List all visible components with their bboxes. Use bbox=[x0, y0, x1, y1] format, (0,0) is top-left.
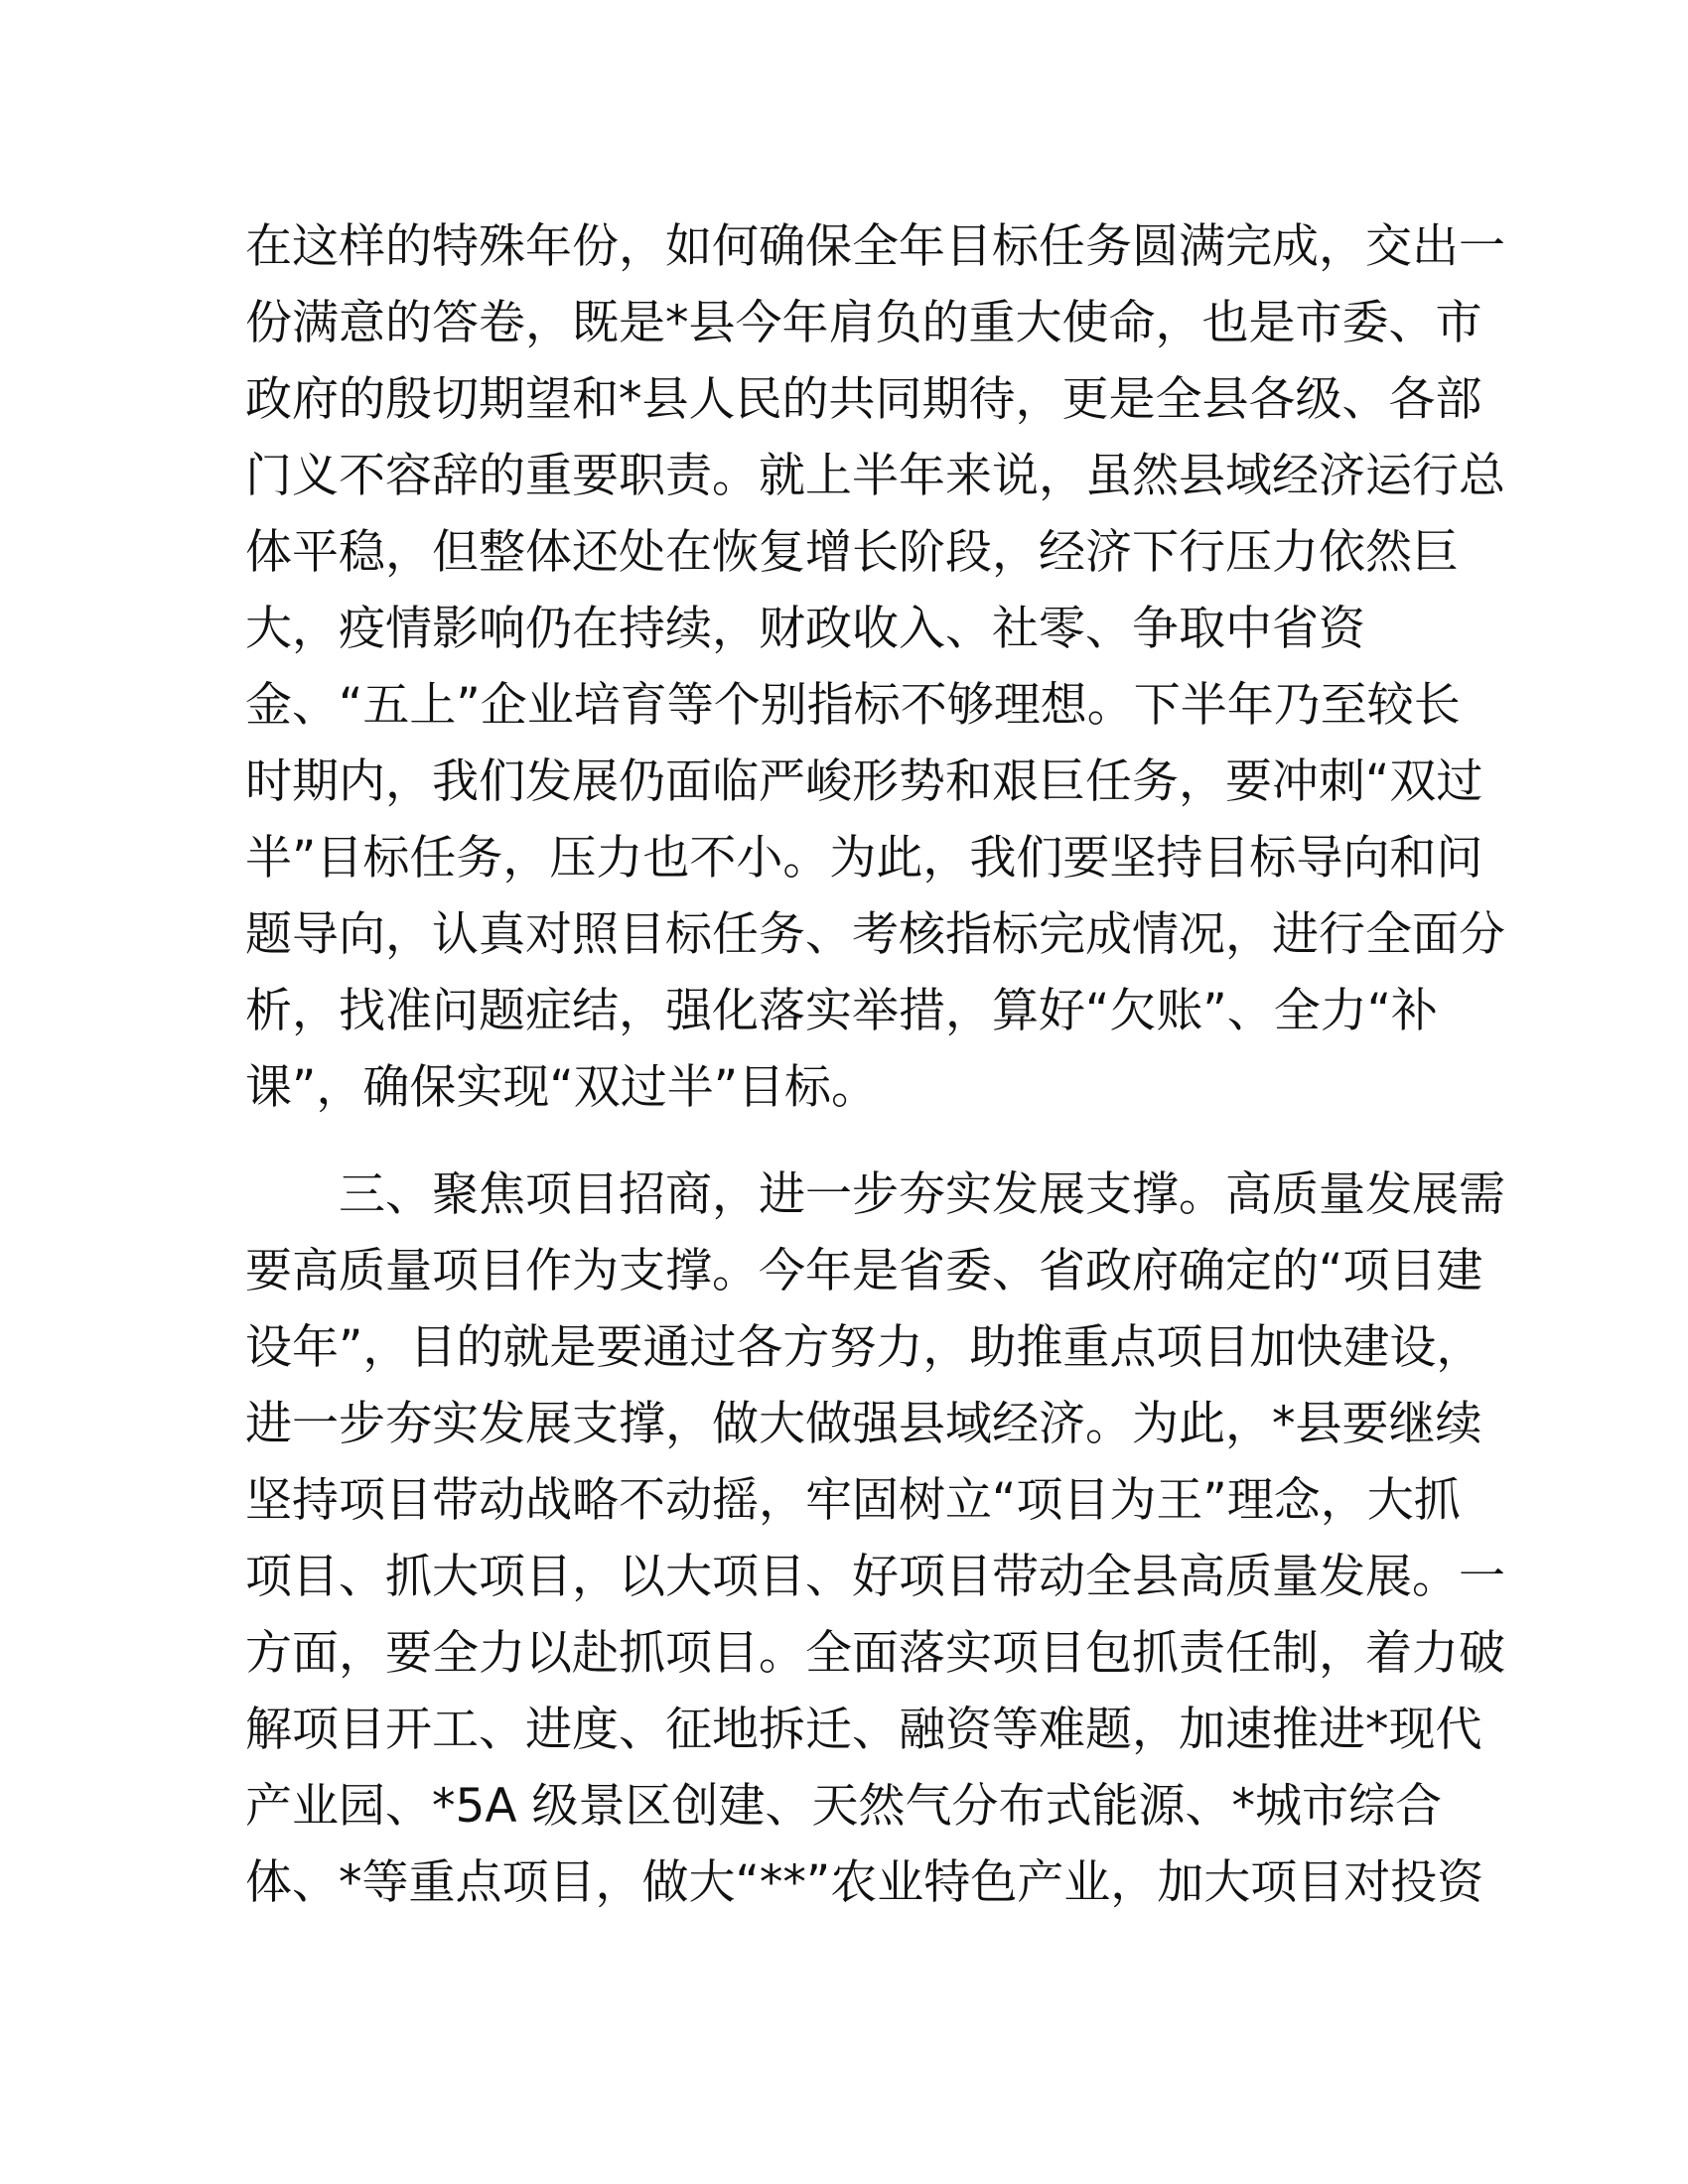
paragraph-line: 解项目开工、进度、征地拆迁、融资等难题，加速推进*现代 bbox=[245, 1703, 1482, 1757]
paragraph-line: 要高质量项目作为支撑。今年是省委、省政府确定的“项目建 bbox=[245, 1244, 1483, 1298]
paragraph-line: 进一步夯实发展支撑，做大做强县域经济。为此，*县要继续 bbox=[245, 1397, 1482, 1451]
paragraph-2 bbox=[245, 1157, 1505, 1921]
paragraph-line: 三、聚焦项目招商，进一步夯实发展支撑。高质量发展需 bbox=[245, 1167, 1505, 1222]
paragraph-line: 在这样的特殊年份，如何确保全年目标任务圆满完成，交出一 bbox=[245, 219, 1505, 274]
paragraph-line: 时期内，我们发展仍面临严峻形势和艰巨任务，要冲刺“双过 bbox=[245, 754, 1483, 809]
paragraph-line: 大，疫情影响仍在持续，财政收入、社零、争取中省资 bbox=[245, 602, 1365, 656]
paragraph-line: 份满意的答卷，既是*县今年肩负的重大使命，也是市委、市 bbox=[245, 296, 1482, 350]
paragraph-line: 门义不容辞的重要职责。就上半年来说，虽然县域经济运行总 bbox=[245, 449, 1505, 503]
paragraph-line: 项目、抓大项目，以大项目、好项目带动全县高质量发展。一 bbox=[245, 1550, 1505, 1604]
paragraph-line: 体平稳，但整体还处在恢复增长阶段，经济下行压力依然巨 bbox=[245, 525, 1459, 580]
paragraph-1 bbox=[245, 208, 1505, 1126]
paragraph-line: 政府的殷切期望和*县人民的共同期待，更是全县各级、各部 bbox=[245, 372, 1482, 427]
paragraph-line: 体、*等重点项目，做大“**”农业特色产业，加大项目对投资 bbox=[245, 1855, 1484, 1910]
paragraph-line: 题导向，认真对照目标任务、考核指标完成情况，进行全面分 bbox=[245, 907, 1505, 962]
paragraph-line: 课”，确保实现“双过半”目标。 bbox=[245, 1060, 879, 1115]
paragraph-line: 产业园、*5A 级景区创建、天然气分布式能源、*城市综合 bbox=[245, 1779, 1442, 1834]
paragraph-line: 坚持项目带动战略不动摇，牢固树立“项目为王”理念，大抓 bbox=[245, 1473, 1461, 1528]
paragraph-line: 方面，要全力以赴抓项目。全面落实项目包抓责任制，着力破 bbox=[245, 1626, 1505, 1681]
paragraph-line: 半”目标任务，压力也不小。为此，我们要坚持目标导向和问 bbox=[245, 831, 1483, 886]
paragraph-line: 析，找准问题症结，强化落实举措，算好“欠账”、全力“补 bbox=[245, 984, 1439, 1038]
paragraph-line: 设年”，目的就是要通过各方努力，助推重点项目加快建设， bbox=[245, 1320, 1483, 1375]
paragraph-line: 金、“五上”企业培育等个别指标不够理想。下半年乃至较长 bbox=[245, 678, 1461, 733]
